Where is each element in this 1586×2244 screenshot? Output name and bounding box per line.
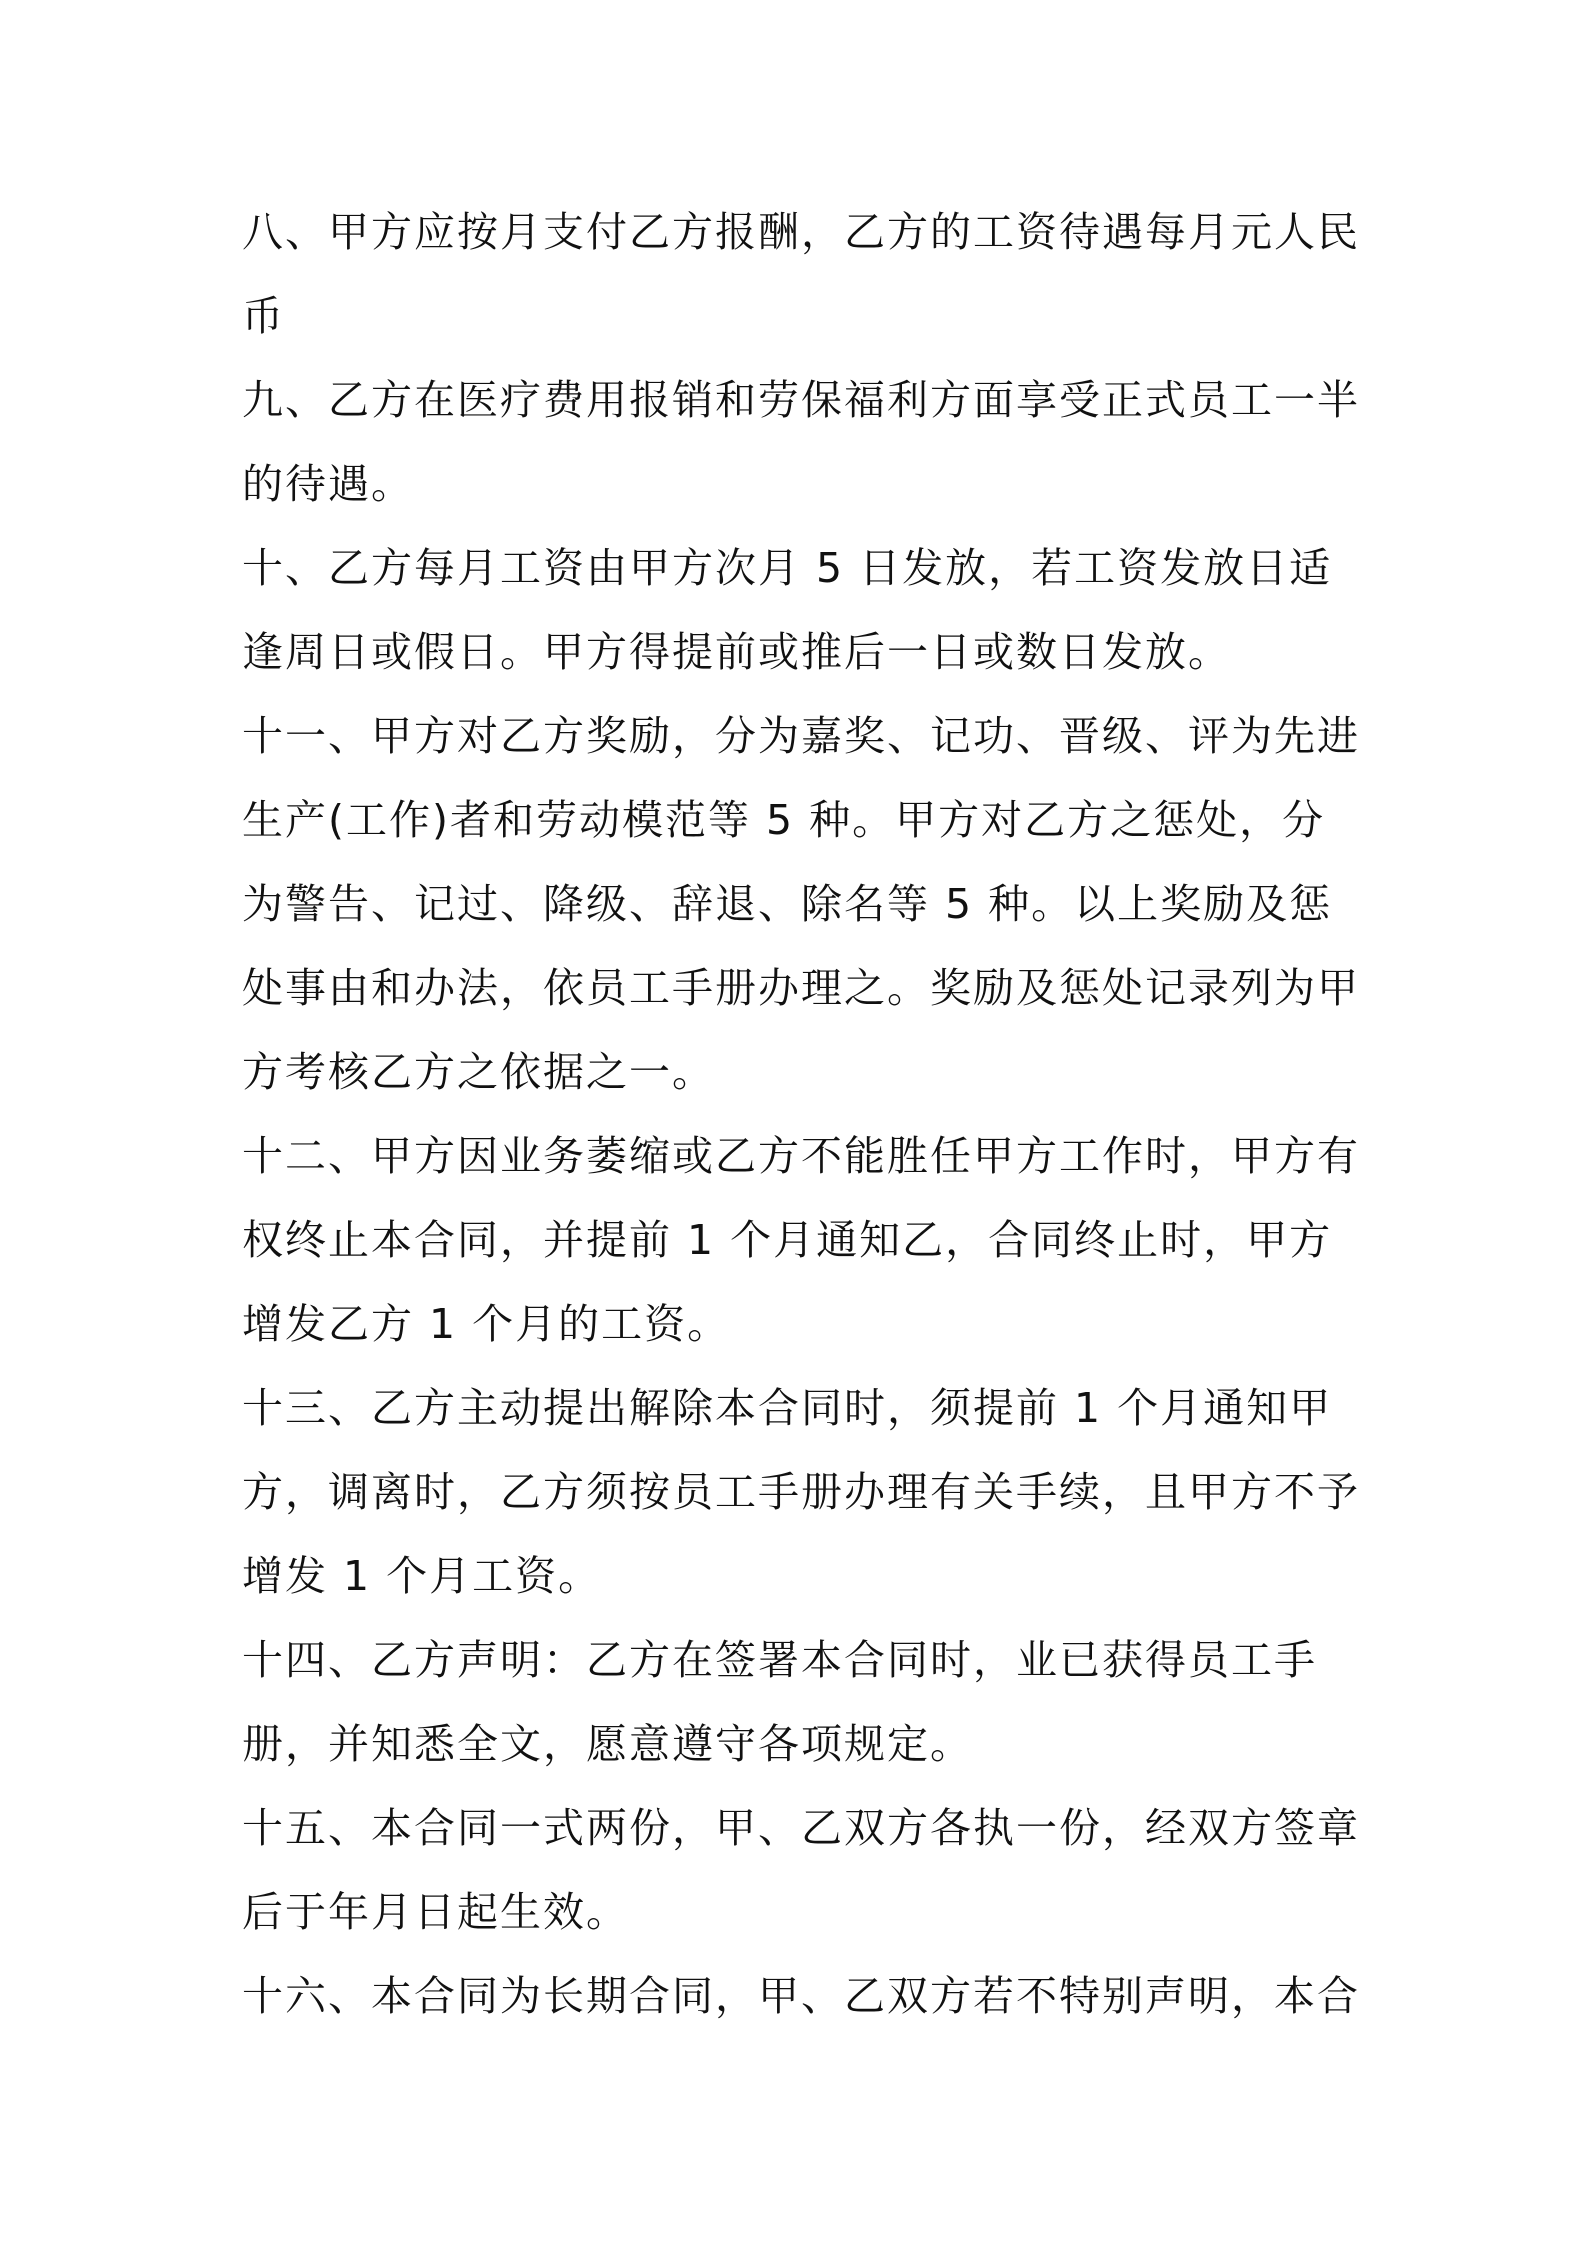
clause-9: 九、乙方在医疗费用报销和劳保福利方面享受正式员工一半的待遇。 [242,376,1360,508]
clause-13: 十三、乙方主动提出解除本合同时，须提前 1 个月通知甲方，调离时，乙方须按员工手册办理有关手续，且甲方不予增发 1 个月工资。 [242,1384,1360,1600]
clause-16: 十六、本合同为长期合同，甲、乙双方若不特别声明，本合 [242,1972,1360,2020]
clause-10: 十、乙方每月工资由甲方次月 5 日发放，若工资发放日适逢周日或假日。甲方得提前或推后一日或数日发放。 [242,544,1333,676]
contract-body [242,190,1360,2038]
clause-14: 十四、乙方声明：乙方在签署本合同时，业已获得员工手册，并知悉全文，愿意遵守各项规定。 [242,1636,1317,1768]
clause-12: 十二、甲方因业务萎缩或乙方不能胜任甲方工作时，甲方有权终止本合同，并提前 1 个月通知乙，合同终止时，甲方增发乙方 1 个月的工资。 [242,1132,1360,1348]
clause-8: 八、甲方应按月支付乙方报酬，乙方的工资待遇每月元人民币 [242,208,1360,340]
clause-15: 十五、本合同一式两份，甲、乙双方各执一份，经双方签章后于年月日起生效。 [242,1804,1360,1936]
clause-11: 十一、甲方对乙方奖励，分为嘉奖、记功、晋级、评为先进生产(工作)者和劳动模范等 5 种。甲方对乙方之惩处，分为警告、记过、降级、辞退、除名等 5 种。以上奖励及惩处事由和办法，依员工手册办理之。奖励及惩处记录列为甲方考核乙方之依据之一。 [242,712,1360,1096]
